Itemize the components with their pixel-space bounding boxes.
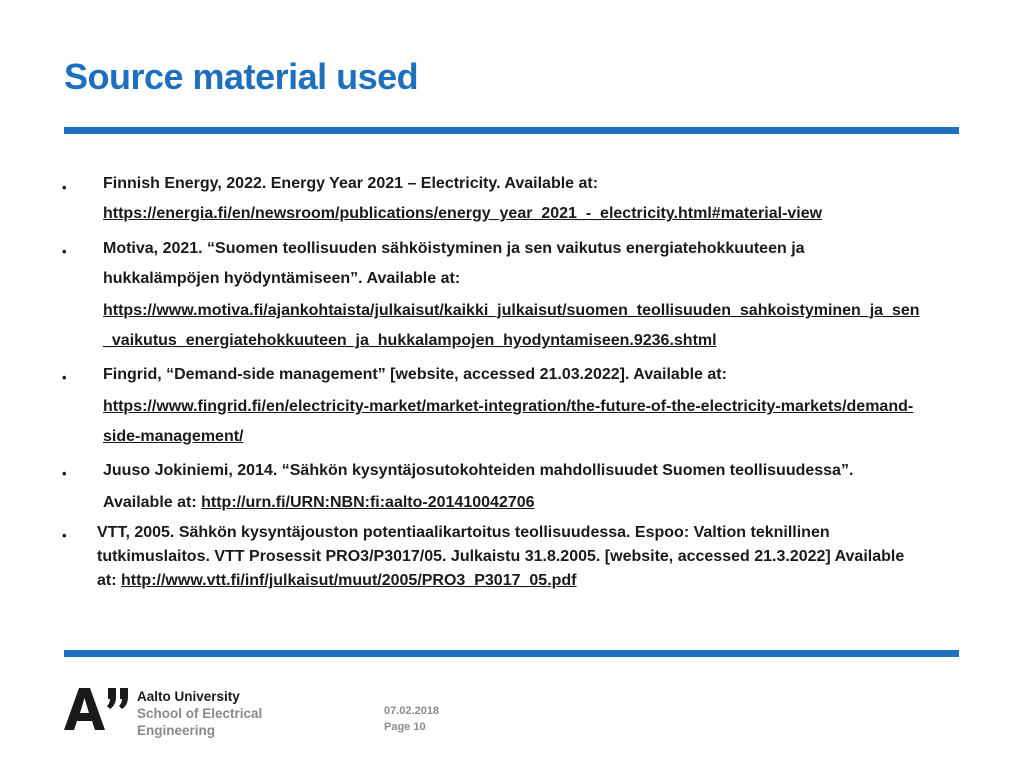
reference-text: tutkimuslaitos. VTT Prosessit PRO3/P3017/05. Julkaistu 31.8.2005. [website, accessed 21.3.2022] Available [97,548,905,565]
reference-text: Motiva, 2021. “Suomen teollisuuden sähköistyminen ja sen vaikutus energiatehokkuuteen ja [103,240,805,257]
reference-link[interactable]: https://energia.fi/en/newsroom/publications/energy_year_2021_-_electricity.html#material-view [103,205,823,222]
reference-link[interactable]: http://www.vtt.fi/inf/julkaisut/muut/2005/PRO3_P3017_05.pdf [121,572,577,589]
bullet-icon: • [62,244,67,259]
page-title: Source material used [64,56,419,97]
reference-line [97,524,830,542]
bullet-icon: • [62,466,67,481]
reference-link[interactable]: http://urn.fi/URN:NBN:fi:aalto-201410042706 [201,494,535,511]
reference-line [103,494,535,512]
reference-text: Fingrid, “Demand-side management” [website, accessed 21.03.2022]. Available at: [103,366,727,383]
reference-line [103,332,717,350]
university-name: Aalto University [137,689,240,704]
reference-text: VTT, 2005. Sähkön kysyntäjouston potentiaalikartoitus teollisuudessa. Espoo: Valtion teknillinen [97,524,830,541]
reference-line [97,548,904,566]
reference-line [103,240,805,258]
bullet-icon: • [62,370,67,385]
reference-line [103,175,598,193]
reference-text: at: [97,572,121,589]
bullet-icon: • [62,180,67,195]
reference-text: Finnish Energy, 2022. Energy Year 2021 – Electricity. Available at: [103,175,599,192]
reference-line [97,572,577,590]
bullet-icon: • [62,528,67,543]
reference-line [103,205,822,223]
title-divider [64,127,959,134]
school-name-line1: School of Electrical [137,706,263,721]
slide-date: 07.02.2018 [384,705,440,717]
reference-line [103,366,727,384]
reference-text: Available at: [103,494,202,511]
school-name-line2: Engineering [137,723,216,738]
page-number: Page 10 [384,721,426,733]
reference-line [103,398,913,416]
reference-line [103,270,460,288]
slide-meta [384,703,439,735]
reference-text: hukkalämpöjen hyödyntämiseen”. Available at: [103,270,461,287]
footer-divider [64,650,959,657]
reference-link[interactable]: side-management/ [103,428,244,445]
reference-link[interactable]: https://www.fingrid.fi/en/electricity-market/market-integration/the-future-of-the-electricity-markets/demand- [103,398,914,415]
reference-line [103,302,920,320]
reference-line [103,462,853,480]
reference-text: Juuso Jokiniemi, 2014. “Sähkön kysyntäjosutokohteiden mahdollisuudet Suomen teollisuudessa”. [103,462,854,479]
reference-line [103,428,243,446]
reference-link[interactable]: https://www.motiva.fi/ajankohtaista/julkaisut/kaikki_julkaisut/suomen_teollisuuden_sahkoistyminen_ja_sen [103,302,920,319]
reference-link[interactable]: _vaikutus_energiatehokkuuteen_ja_hukkalampojen_hyodyntamiseen.9236.shtml [103,332,717,349]
aalto-a-logo-icon [64,688,130,732]
